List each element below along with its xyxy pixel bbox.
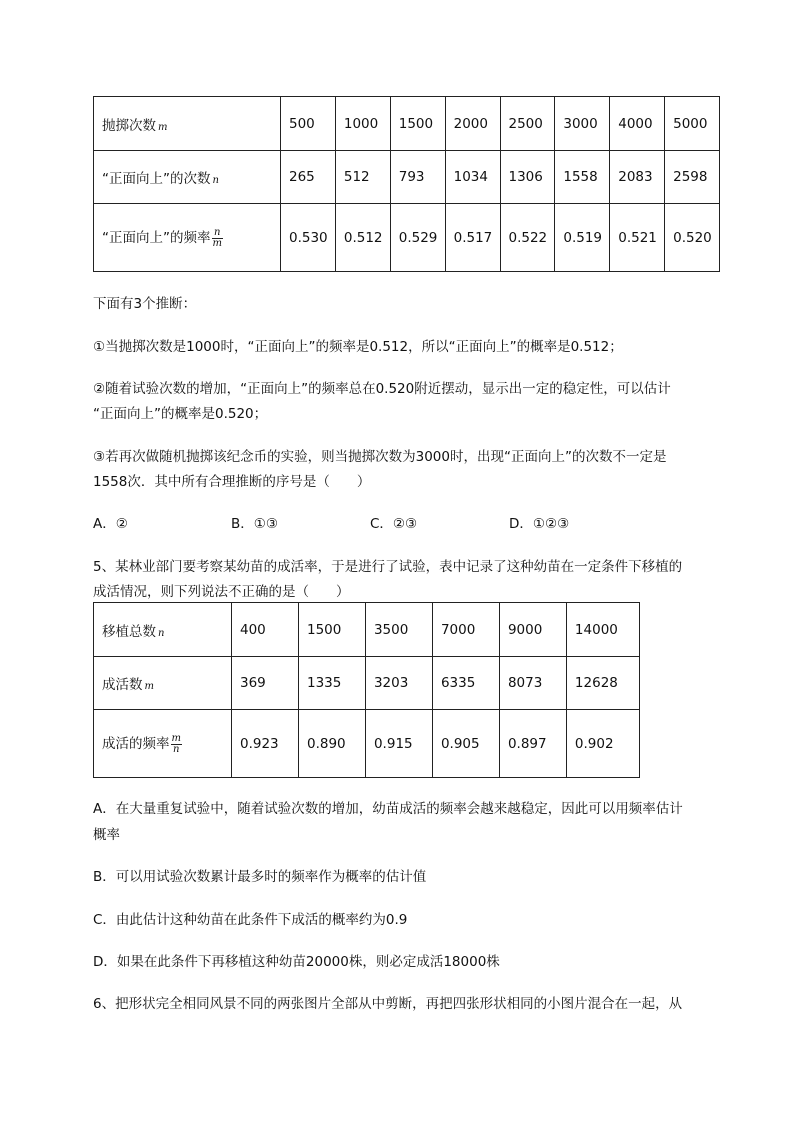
table-cell: 3000 [555,97,610,151]
table-cell: 3500 [365,603,432,657]
coin-toss-table [93,96,720,272]
table-cell: 1034 [445,151,500,204]
table-cell: 0.521 [610,204,665,272]
table-row [94,710,640,778]
table-cell: 500 [281,97,336,151]
table-cell: 1558 [555,151,610,204]
table-cell: 5000 [665,97,720,151]
table-cell: 1500 [298,603,365,657]
table-cell: 6335 [432,657,499,710]
table-cell: 2500 [500,97,555,151]
table-cell: 0.519 [555,204,610,272]
row-label: 成活的频率 $\frac{m}{n}$ [94,710,232,778]
q4-option-d: D．①②③ [509,516,570,532]
table-cell: 2083 [610,151,665,204]
table-cell: 0.512 [335,204,390,272]
q4-statement-3-cont: 1558次．其中所有合理推断的序号是（ ） [93,474,371,490]
table-cell: 400 [232,603,299,657]
table-cell: 0.890 [298,710,365,778]
table-cell: 12628 [566,657,639,710]
q4-statement-2: ②随着试验次数的增加，“正面向上”的频率总在0.520附近摆动，显示出一定的稳定性，可以估计 [93,381,671,397]
q4-option-b: B．①③ [231,516,278,532]
row-label: 成活数 m [94,657,232,710]
q4-statement-1: ①当抛掷次数是1000时，“正面向上”的频率是0.512，所以“正面向上”的概率是0.512； [93,339,623,355]
table-cell: 0.905 [432,710,499,778]
row-label: “正面向上”的次数 n [94,151,281,204]
table-cell: 0.897 [499,710,566,778]
table-cell: 0.923 [232,710,299,778]
table-cell: 0.529 [390,204,445,272]
table-row [94,97,720,151]
table-cell: 1500 [390,97,445,151]
q5-stem-cont: 成活情况，则下列说法不正确的是（ ） [93,584,350,600]
table-row [94,204,720,272]
table-cell: 1335 [298,657,365,710]
q5-option-d: D．如果在此条件下再移植这种幼苗20000株，则必定成活18000株 [93,954,500,970]
q4-intro: 下面有3个推断： [93,296,197,312]
table-cell: 512 [335,151,390,204]
table-cell: 2598 [665,151,720,204]
table-cell: 369 [232,657,299,710]
table-cell: 4000 [610,97,665,151]
table-cell: 3203 [365,657,432,710]
q5-stem: 5、某林业部门要考察某幼苗的成活率，于是进行了试验，表中记录了这种幼苗在一定条件下移植的 [93,559,683,575]
table-row [94,657,640,710]
q5-option-a-cont: 概率 [93,827,120,843]
q5-option-c: C．由此估计这种幼苗在此条件下成活的概率约为0.9 [93,912,408,928]
q5-option-b: B．可以用试验次数累计最多时的频率作为概率的估计值 [93,869,427,885]
table-cell: 0.902 [566,710,639,778]
table-cell: 0.522 [500,204,555,272]
table-cell: 0.520 [665,204,720,272]
row-label: 抛掷次数 m [94,97,281,151]
table-cell: 0.915 [365,710,432,778]
table-cell: 0.517 [445,204,500,272]
table-cell: 2000 [445,97,500,151]
q4-option-a: A．② [93,516,128,532]
table-cell: 1000 [335,97,390,151]
q4-statement-2-cont: “正面向上”的概率是0.520； [93,406,268,422]
seedling-table [93,602,640,778]
row-label: 移植总数 n [94,603,232,657]
table-cell: 265 [281,151,336,204]
q5-option-a: A．在大量重复试验中，随着试验次数的增加，幼苗成活的频率会越来越稳定，因此可以用频率估计 [93,801,683,817]
table-cell: 0.530 [281,204,336,272]
q6-stem: 6、把形状完全相同风景不同的两张图片全部从中剪断，再把四张形状相同的小图片混合在一起，从 [93,996,683,1012]
table-cell: 8073 [499,657,566,710]
table-row [94,603,640,657]
q4-statement-3: ③若再次做随机抛掷该纪念币的实验，则当抛掷次数为3000时，出现“正面向上”的次数不一定是 [93,449,667,465]
table-row [94,151,720,204]
table-cell: 14000 [566,603,639,657]
fraction: $\frac{m}{n}$ [171,732,181,755]
table-cell: 793 [390,151,445,204]
fraction: $\frac{n}{m}$ [212,226,222,249]
table-cell: 7000 [432,603,499,657]
q4-option-c: C．②③ [370,516,418,532]
table-cell: 1306 [500,151,555,204]
row-label: “正面向上”的频率 $\frac{n}{m}$ [94,204,281,272]
table-cell: 9000 [499,603,566,657]
